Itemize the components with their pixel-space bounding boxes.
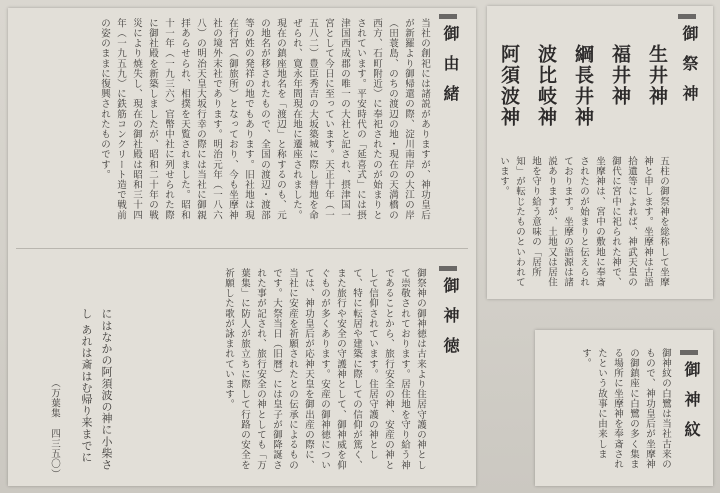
deity-name: 福井神 <box>609 44 631 107</box>
deity-name: 波比岐神 <box>535 44 557 128</box>
yuisho-title: 御由緒 <box>441 25 460 115</box>
saijin-text: 五柱の御祭神を総称して坐摩神と申します。坐摩神は古語拾遺等によれば、神武天皇の御代に宮中に祀られた神で、坐摩神は、宮中の敷地に奉斎されたのが始まりと伝えられております。坐摩の語源は諸説ありますが、土地又は居住地を守り給う意味の「居所知」が転じたものといわれています。 <box>498 156 669 288</box>
deity-name: 生井神 <box>646 44 668 107</box>
poem-source: （万葉集 四三五〇） <box>49 378 60 479</box>
deity-name: 綱長井神 <box>572 44 594 128</box>
deity-name: 阿須波神 <box>498 44 520 128</box>
shintoku-heading <box>439 266 462 367</box>
shinmon-heading <box>680 350 703 451</box>
card-saijin <box>487 6 713 299</box>
shintoku-title: 御神徳 <box>441 277 460 367</box>
manyoshu-poem: にはなかの阿須波の神に小柴さし あれは斎はむ帰り来までに <box>80 308 113 471</box>
section-divider <box>16 248 468 249</box>
heading-marker <box>439 266 457 271</box>
saijin-heading <box>678 14 701 115</box>
heading-marker <box>680 350 698 355</box>
card-main <box>8 8 476 486</box>
saijin-title: 御祭神 <box>680 25 699 115</box>
shintoku-text: 御祭神の御神徳は古来より住居守護の神として崇敬されております。居住地を守り給う神であることから、旅行安全の神、安産の神として信仰されています。住居守護の神として、特に転居や建築に際しての信仰が篤く、また旅行や安全の守護神として、御神威を仰ぐものが多くあります。安産の御神徳については、神功皇后が応神天皇を御出産の際に、当社に安産を祈願されたとの伝承によるものです。大祭当日（旧暦）には皇子が御降誕された事が記され、旅行安全の神としても「万葉集」に防人が旅立ちに際して行路の安全を祈願した歌が詠まれています。 <box>223 268 426 470</box>
card-shinmon <box>535 330 713 486</box>
heading-marker <box>439 14 457 19</box>
deity-list <box>496 44 671 152</box>
yuisho-heading <box>439 14 462 115</box>
heading-marker <box>678 14 696 19</box>
shinmon-title: 御神紋 <box>682 361 701 451</box>
yuisho-text: 当社の創祀には諸説がありますが、神功皇后が新羅より御帰還の際、淀川南岸の大江の岸（田蓑島、のちの渡辺の地・現在の天満橋の西方、石町附近）に奉祀されたのが始まりとされています。平安時代の「延喜式」には摂津国西成郡の唯一の大社と記され、摂津国一宮として今日に至っています。天正十年（一五八二）豊臣秀吉の大坂築城に際し替地を命ぜられ、寛永年間現在地に遷座されました。現在の鎮座地名を「渡辺」と称するのも、元の地名が移されたもので、全国の渡辺・渡部等の姓の発祥の地でもあります。旧社地は現在行宮（御旅所）となっており、今も坐摩神社の境外末社であります。明治元年（一八六八）の明治天皇大坂行幸の際には当社に御親拝あらせられ、相撲を天覧されました。昭和十一年（一九三六）官幣中社に列せられた際に御社殿を新築しましたが、昭和二十年の戦災により焼失し、現在の御社殿は昭和三十四年（一九五九）に鉄筋コンクリート造で戦前の姿のままに復興されたものです。 <box>99 18 430 220</box>
shinmon-text: 御神紋の白鷺は当社古来のもので、神功皇后が坐摩神の御鎮座に白鷺の多く集まる場所に坐摩神を奉斎されたという故事に由来します。 <box>580 348 671 470</box>
